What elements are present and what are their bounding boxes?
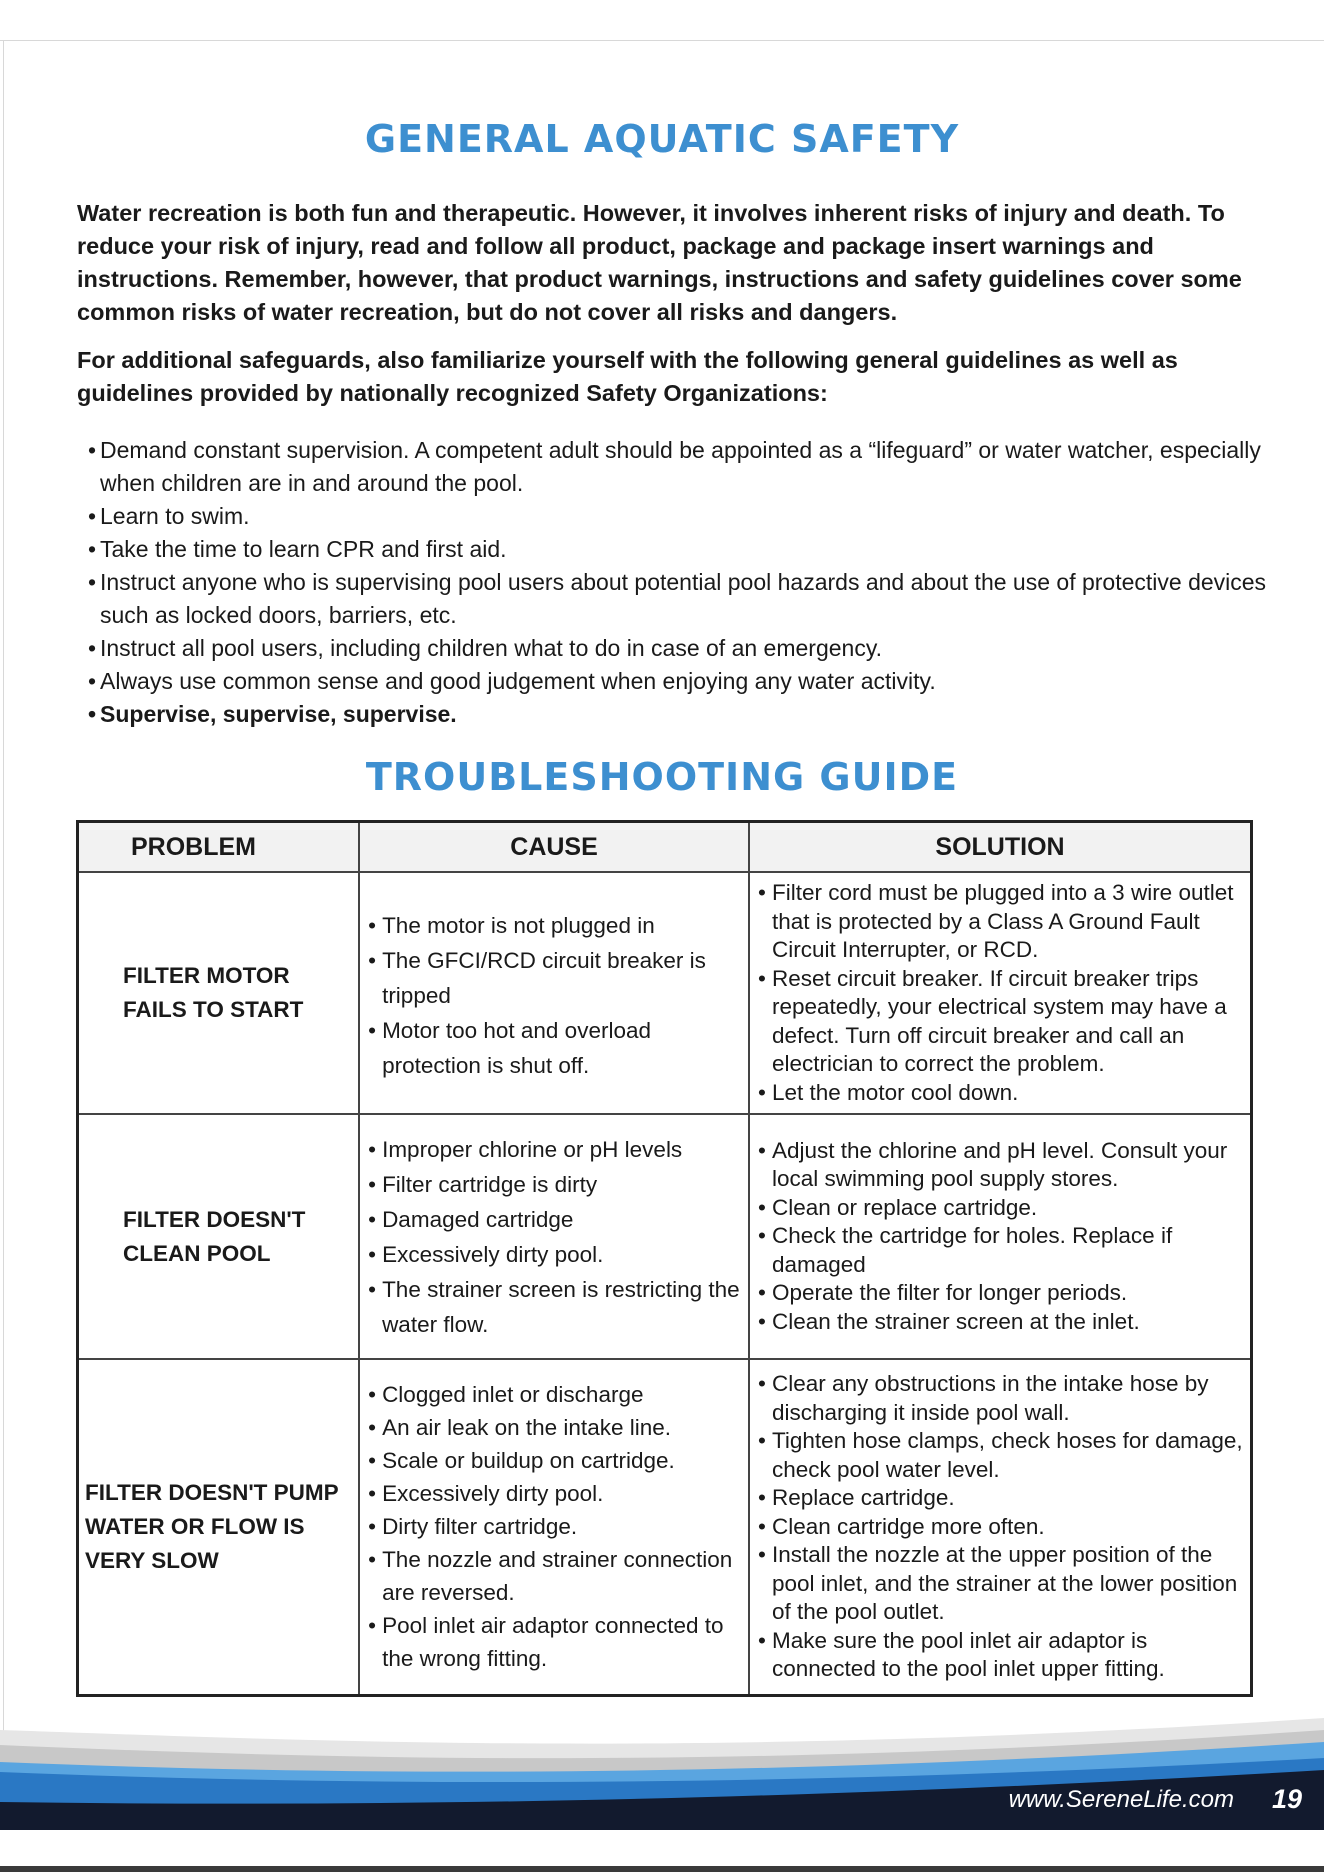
safety-guidelines-list — [76, 434, 1276, 731]
bullet-icon: • — [368, 1241, 376, 1267]
troubleshooting-table — [76, 820, 1253, 1697]
solution-item: • Replace cartridge. — [758, 1484, 1244, 1513]
cause-item: • Filter cartridge is dirty — [368, 1167, 742, 1202]
guideline-item: • Supervise, supervise, supervise. — [88, 698, 1276, 731]
problem-line: FILTER MOTOR — [123, 963, 290, 988]
solution-item: • Check the cartridge for holes. Replace if damaged — [758, 1223, 1173, 1277]
solution-item: • Clean the strainer screen at the inlet. — [758, 1308, 1244, 1337]
cause-item: • Motor too hot and overload protection is shut off. — [368, 1013, 742, 1083]
bullet-icon: • — [368, 1382, 376, 1408]
problem-line: VERY SLOW — [85, 1547, 219, 1573]
cause-item: • The strainer screen is restricting the water flow. — [368, 1272, 742, 1342]
guideline-item: • Demand constant supervision. A competent adult should be appointed as a “lifeguard” or water watcher, especially when children are in and around the pool. — [88, 434, 1276, 500]
cause-item: • The motor is not plugged in — [368, 908, 742, 943]
cause-item: • Improper chlorine or pH levels — [368, 1132, 742, 1167]
bullet-icon: • — [368, 1136, 376, 1162]
solution-item: • Clean or replace cartridge. — [758, 1194, 1244, 1223]
bullet-icon: • — [758, 1223, 766, 1249]
problem-line: FILTER DOESN'T — [123, 1206, 306, 1232]
solution-item: • Operate the filter for longer periods. — [758, 1279, 1244, 1308]
bullet-icon: • — [758, 1627, 766, 1653]
guideline-item: • Learn to swim. — [88, 500, 1276, 533]
cause-item: • Dirty filter cartridge. — [368, 1510, 742, 1543]
bullet-icon: • — [758, 965, 766, 991]
guideline-item: • Always use common sense and good judgement when enjoying any water activity. — [88, 665, 1276, 698]
table-row — [78, 1114, 1252, 1359]
cause-item: • Pool inlet air adaptor connected to the wrong fitting. — [368, 1609, 742, 1675]
bullet-icon: • — [368, 1547, 376, 1573]
page-top-border — [0, 40, 1324, 41]
solution-item: • Let the motor cool down. — [758, 1079, 1244, 1108]
header-cause: CAUSE — [359, 822, 749, 873]
cause-item: • Excessively dirty pool. — [368, 1477, 742, 1510]
bullet-icon: • — [758, 1513, 766, 1539]
guideline-item: • Take the time to learn CPR and first aid. — [88, 533, 1276, 566]
solution-item: • Filter cord must be plugged into a 3 wire outlet that is protected by a Class A Ground Fault Circuit Interrupter, or RCD. — [758, 880, 1234, 962]
problem-line: FILTER DOESN'T PUMP — [85, 1479, 339, 1505]
solution-item: • Install the nozzle at the upper position of the pool inlet, and the strainer at the lower position of the pool outlet. — [758, 1542, 1238, 1624]
bullet-icon: • — [758, 1194, 766, 1220]
bullet-icon: • — [758, 1485, 766, 1510]
bullet-icon: • — [368, 947, 376, 973]
header-problem: PROBLEM — [78, 822, 360, 873]
guideline-item: • Instruct all pool users, including children what to do in case of an emergency. — [88, 632, 1276, 665]
page-left-border — [3, 40, 4, 1830]
bullet-icon: • — [368, 1017, 376, 1043]
bullet-icon: • — [88, 437, 97, 463]
table-row — [78, 1359, 1252, 1695]
section-title-troubleshooting: TROUBLESHOOTING GUIDE — [365, 755, 959, 799]
table-row — [78, 872, 1252, 1114]
page-title-safety: GENERAL AQUATIC SAFETY — [364, 117, 960, 161]
solution-item: • Clear any obstructions in the intake hose by discharging it inside pool wall. — [758, 1371, 1209, 1425]
bullet-icon: • — [88, 536, 97, 562]
bullet-icon: • — [88, 635, 97, 661]
bullet-icon: • — [368, 1514, 376, 1540]
bullet-icon: • — [88, 503, 97, 529]
bullet-icon: • — [758, 1542, 766, 1567]
cause-item: • An air leak on the intake line. — [368, 1411, 742, 1444]
bullet-icon: • — [758, 1280, 766, 1306]
cause-item: • Damaged cartridge — [368, 1202, 742, 1237]
problem-cell — [78, 872, 360, 1114]
cause-item: • Clogged inlet or discharge — [368, 1378, 742, 1411]
bullet-icon: • — [88, 569, 97, 595]
intro-paragraph-2: For additional safeguards, also familiarize yourself with the following general guidelines as well as guidelines provided by nationally recognized Safety Organizations: — [77, 347, 1178, 406]
bullet-icon: • — [368, 912, 376, 938]
bullet-icon: • — [758, 1371, 766, 1396]
problem-line: WATER OR FLOW IS — [85, 1513, 305, 1539]
bullet-icon: • — [368, 1415, 376, 1441]
solution-cell — [749, 872, 1252, 1114]
solution-item: • Reset circuit breaker. If circuit breaker trips repeatedly, your electrical system may have a defect. Turn off circuit breaker and call an electrician to correct the problem. — [758, 965, 1227, 1076]
footer-website-link[interactable]: www.SereneLife.com — [1008, 1786, 1234, 1813]
cause-cell — [359, 1114, 749, 1359]
solution-item: • Clean cartridge more often. — [758, 1513, 1244, 1542]
bullet-icon: • — [368, 1448, 376, 1474]
intro-paragraph-1: Water recreation is both fun and therapeutic. However, it involves inherent risks of injury and death. To reduce your risk of injury, read and follow all product, package and package insert warnings and instructions. Remember, however, that product warnings, instructions and safety guidelines cover some common risks of water recreation, but do not cover all risks and dangers. — [77, 200, 1242, 325]
header-solution: SOLUTION — [749, 822, 1252, 873]
guideline-item: • Instruct anyone who is supervising pool users about potential pool hazards and about the use of protective devices such as locked doors, barriers, etc. — [88, 566, 1276, 632]
cause-item: • Excessively dirty pool. — [368, 1237, 742, 1272]
page-number: 19 — [1271, 1784, 1302, 1814]
table-header-row — [78, 822, 1252, 873]
problem-cell — [78, 1359, 360, 1695]
bullet-icon: • — [758, 1079, 766, 1105]
bullet-icon: • — [368, 1276, 376, 1302]
bullet-icon: • — [368, 1613, 376, 1639]
solution-item: • Adjust the chlorine and pH level. Consult your local swimming pool supply stores. — [758, 1137, 1228, 1192]
bottom-rule — [0, 1866, 1324, 1872]
bullet-icon: • — [758, 1428, 766, 1453]
bullet-icon: • — [758, 880, 766, 905]
cause-item: • The nozzle and strainer connection are reversed. — [368, 1543, 742, 1609]
bullet-icon: • — [368, 1171, 376, 1197]
cause-cell — [359, 1359, 749, 1695]
cause-cell — [359, 872, 749, 1114]
problem-cell — [78, 1114, 360, 1359]
solution-cell — [749, 1359, 1252, 1695]
solution-item: • Tighten hose clamps, check hoses for damage, check pool water level. — [758, 1428, 1243, 1482]
solution-item: • Make sure the pool inlet air adaptor is connected to the pool inlet upper fitting. — [758, 1627, 1165, 1681]
bullet-icon: • — [368, 1481, 376, 1507]
bullet-icon: • — [368, 1206, 376, 1232]
problem-line: CLEAN POOL — [123, 1240, 271, 1266]
cause-item: • The GFCI/RCD circuit breaker is tripped — [368, 943, 742, 1013]
problem-line: FAILS TO START — [123, 997, 304, 1022]
bullet-icon: • — [758, 1137, 766, 1163]
bullet-icon: • — [88, 701, 97, 727]
bullet-icon: • — [88, 668, 97, 694]
bullet-icon: • — [758, 1308, 766, 1334]
cause-item: • Scale or buildup on cartridge. — [368, 1444, 742, 1477]
solution-cell — [749, 1114, 1252, 1359]
